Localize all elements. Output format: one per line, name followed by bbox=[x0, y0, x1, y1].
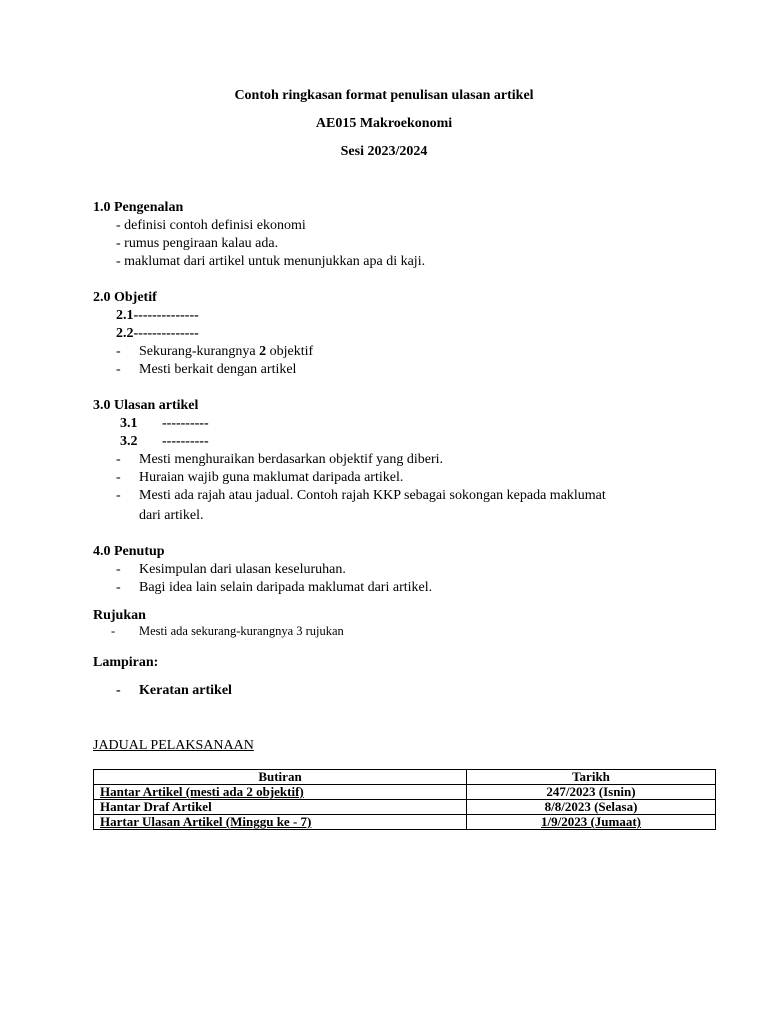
section-1-item: - definisi contoh definisi ekonomi bbox=[116, 218, 306, 233]
table-row bbox=[94, 785, 716, 800]
schedule-heading: JADUAL PELAKSANAAN bbox=[93, 738, 254, 753]
bullet-dash: - bbox=[116, 562, 121, 577]
schedule-table bbox=[93, 769, 716, 830]
section-3-heading: 3.0 Ulasan artikel bbox=[93, 398, 199, 413]
section-3-bullet: Huraian wajib guna maklumat daripada artikel. bbox=[139, 470, 404, 485]
section-3-sub-2-number: 3.2 bbox=[120, 434, 138, 449]
table-cell-butiran: Hartar Ulasan Artikel (Minggu ke - 7) bbox=[94, 815, 467, 830]
section-3-sub-2-text: ---------- bbox=[162, 434, 209, 449]
section-3-bullet-continuation: dari artikel. bbox=[139, 508, 204, 523]
lampiran-item: Keratan artikel bbox=[139, 683, 232, 698]
rujukan-item: Mesti ada sekurang-kurangnya 3 rujukan bbox=[139, 624, 344, 638]
section-3-sub-1-number: 3.1 bbox=[120, 416, 138, 431]
section-1-item: - rumus pengiraan kalau ada. bbox=[116, 236, 279, 251]
section-4-bullet: Bagi idea lain selain daripada maklumat dari artikel. bbox=[139, 580, 433, 595]
section-2-sub-2: 2.2-------------- bbox=[116, 326, 199, 341]
lampiran-heading: Lampiran: bbox=[93, 655, 159, 670]
table-cell-butiran: Hantar Draf Artikel bbox=[94, 800, 467, 815]
table-header-row bbox=[94, 770, 716, 785]
section-2-bullet-1: Sekurang-kurangnya 2 objektif bbox=[139, 344, 314, 359]
table-cell-butiran: Hantar Artikel (mesti ada 2 objektif) bbox=[94, 785, 467, 800]
document-title: Contoh ringkasan format penulisan ulasan artikel bbox=[234, 88, 534, 103]
rujukan-heading: Rujukan bbox=[93, 608, 146, 623]
table-cell-tarikh: 247/2023 (Isnin) bbox=[467, 785, 716, 800]
table-cell-tarikh: 1/9/2023 (Jumaat) bbox=[467, 815, 716, 830]
bullet-dash: - bbox=[116, 470, 121, 485]
section-3-sub-1-text: ---------- bbox=[162, 416, 209, 431]
bullet-dash: - bbox=[116, 344, 121, 359]
session-title: Sesi 2023/2024 bbox=[340, 144, 428, 159]
section-1-heading: 1.0 Pengenalan bbox=[93, 200, 184, 215]
course-title: AE015 Makroekonomi bbox=[315, 116, 453, 131]
bullet-dash: - bbox=[116, 452, 121, 467]
section-3-bullet: Mesti menghuraikan berdasarkan objektif yang diberi. bbox=[139, 452, 444, 467]
section-4-bullet: Kesimpulan dari ulasan keseluruhan. bbox=[139, 562, 346, 577]
section-4-heading: 4.0 Penutup bbox=[93, 544, 165, 559]
bullet-dash: - bbox=[116, 362, 121, 377]
bullet-dash: - bbox=[116, 580, 121, 595]
table-row bbox=[94, 815, 716, 830]
section-3-bullet: Mesti ada rajah atau jadual. Contoh rajah KKP sebagai sokongan kepada maklumat bbox=[139, 488, 606, 503]
table-row bbox=[94, 800, 716, 815]
column-header-butiran: Butiran bbox=[94, 770, 467, 785]
bullet-dash: - bbox=[111, 624, 116, 638]
column-header-tarikh: Tarikh bbox=[467, 770, 716, 785]
bullet-dash: - bbox=[116, 488, 121, 503]
section-1-item: - maklumat dari artikel untuk menunjukkan apa di kaji. bbox=[116, 254, 426, 269]
table-cell-tarikh: 8/8/2023 (Selasa) bbox=[467, 800, 716, 815]
bullet-dash: - bbox=[116, 683, 121, 698]
section-2-sub-1: 2.1-------------- bbox=[116, 308, 199, 323]
section-2-bullet-2: Mesti berkait dengan artikel bbox=[139, 362, 297, 377]
section-2-heading: 2.0 Objetif bbox=[93, 290, 157, 305]
